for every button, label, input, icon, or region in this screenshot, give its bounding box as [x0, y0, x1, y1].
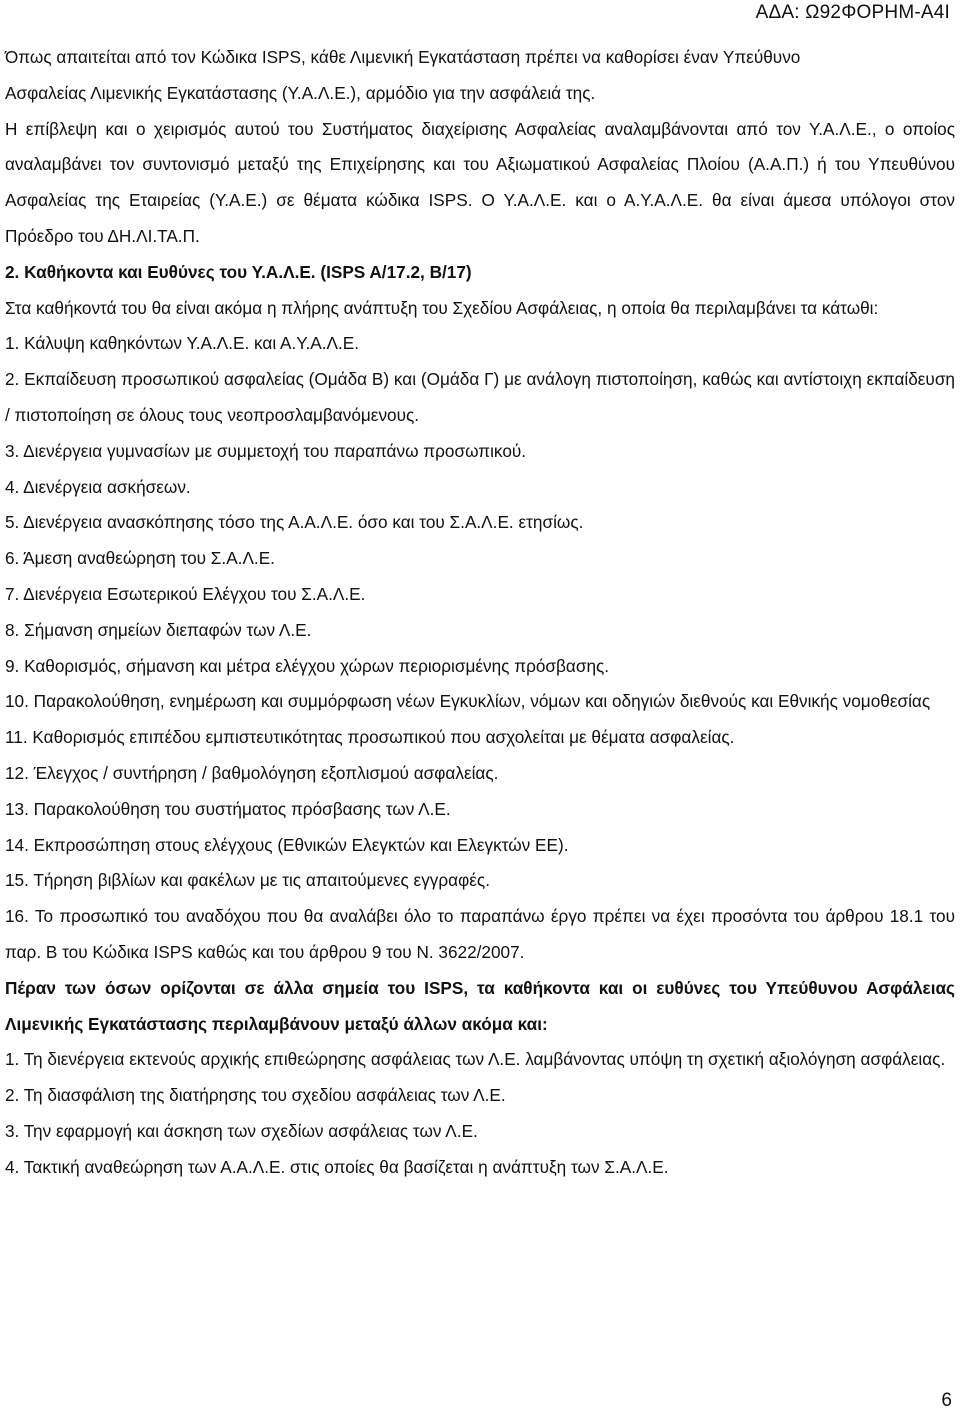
list-item: 4. Διενέργεια ασκήσεων. [5, 476, 191, 497]
list-item: 4. Τακτική αναθεώρηση των Α.Α.Λ.Ε. στις οποίες θα βασίζεται η ανάπτυξη των Σ.Α.Λ.Ε. [5, 1156, 669, 1177]
list-item: 2. Εκπαίδευση προσωπικού ασφαλείας (Ομάδα Β) και (Ομάδα Γ) με ανάλογη πιστοποίηση, καθώς και αντίστοιχη εκπαίδευση / πιστοποίηση σε όλους τους νεοπροσλαμβανόμενους. [5, 369, 955, 425]
list-item: 15. Τήρηση βιβλίων και φακέλων με τις απαιτούμενες εγγραφές. [5, 870, 490, 891]
list-item: 14. Εκπροσώπηση στους ελέγχους (Εθνικών Ελεγκτών και Ελεγκτών ΕΕ). [5, 834, 569, 855]
list-item: 10. Παρακολούθηση, ενημέρωση και συμμόρφωση νέων Εγκυκλίων, νόμων και οδηγιών διεθνούς και Εθνικής νομοθεσίας [5, 691, 931, 712]
page-number: 6 [941, 1390, 952, 1411]
list-item: 1. Κάλυψη καθηκόντων Υ.Α.Λ.Ε. και Α.Υ.Α.Λ.Ε. [5, 333, 359, 354]
section-2-list [5, 326, 955, 970]
list-item: 3. Την εφαρμογή και άσκηση των σχεδίων ασφάλειας των Λ.Ε. [5, 1120, 478, 1141]
list-item: 9. Καθορισμός, σήμανση και μέτρα ελέγχου χώρων περιορισμένης πρόσβασης. [5, 655, 610, 676]
intro-line-2: Ασφαλείας Λιμενικής Εγκατάστασης (Υ.Α.Λ.Ε.), αρμόδιο για την ασφάλειά της. [5, 82, 596, 103]
list-item: 12. Έλεγχος / συντήρηση / βαθμολόγηση εξοπλισμού ασφαλείας. [5, 762, 499, 783]
list-item: 7. Διενέργεια Εσωτερικού Ελέγχου του Σ.Α.Λ.Ε. [5, 583, 366, 604]
list-item: 2. Τη διασφάλιση της διατήρησης του σχεδίου ασφάλειας των Λ.Ε. [5, 1085, 506, 1106]
duties-heading: Πέραν των όσων ορίζονται σε άλλα σημεία του ISPS, τα καθήκοντα και οι ευθύνες του Υπεύθυνου Ασφάλειας Λιμενικής Εγκατάστασης περιλαμβάνουν μεταξύ άλλων ακόμα και: [5, 977, 955, 1034]
document-id: ΑΔΑ: Ω92ΦΟΡΗΜ-Α4Ι [755, 2, 950, 23]
intro-paragraph-2: Η επίβλεψη και ο χειρισμός αυτού του Συστήματος διαχείρισης Ασφαλείας αναλαμβάνονται από τον Υ.Α.Λ.Ε., ο οποίος αναλαμβάνει τον συντονισμό μεταξύ της Επιχείρησης και του Αξιωματικού Ασφαλείας Πλοίου (Α.Α.Π.) ή του Υπευθύνου Ασφαλείας της Εταιρείας (Υ.Α.Ε.) σε θέματα κώδικα ISPS. Ο Υ.Α.Λ.Ε. και ο Α.Υ.Α.Λ.Ε. θα είναι άμεσα υπόλογοι στον Πρόεδρο του ΔΗ.ΛΙ.ΤΑ.Π. [5, 118, 955, 246]
list-item: 3. Διενέργεια γυμνασίων με συμμετοχή του παραπάνω προσωπικού. [5, 440, 527, 461]
section-2-heading: 2. Καθήκοντα και Ευθύνες του Υ.Α.Λ.Ε. (ISPS A/17.2, B/17) [5, 261, 472, 282]
list-item: 16. Το προσωπικό του αναδόχου που θα αναλάβει όλο το παραπάνω έργο πρέπει να έχει προσόντα του άρθρου 18.1 του παρ. Β του Κώδικα ISPS καθώς και του άρθρου 9 του Ν. 3622/2007. [5, 906, 955, 962]
list-item: 6. Άμεση αναθεώρηση του Σ.Α.Λ.Ε. [5, 548, 275, 569]
list-item: 5. Διενέργεια ανασκόπησης τόσο της Α.Α.Λ.Ε. όσο και του Σ.Α.Λ.Ε. ετησίως. [5, 512, 584, 533]
list-item: 1. Τη διενέργεια εκτενούς αρχικής επιθεώρησης ασφάλειας των Λ.Ε. λαμβάνοντας υπόψη τη σχετική αξιολόγηση ασφάλειας. [5, 1049, 946, 1070]
list-item: 11. Καθορισμός επιπέδου εμπιστευτικότητας προσωπικού που ασχολείται με θέματα ασφαλείας. [5, 727, 735, 748]
list-item: 8. Σήμανση σημείων διεπαφών των Λ.Ε. [5, 619, 312, 640]
document-body [5, 40, 955, 1186]
intro-line-1: Όπως απαιτείται από τον Κώδικα ISPS, κάθε Λιμενική Εγκατάσταση πρέπει να καθορίσει έναν Υπεύθυνο [5, 47, 801, 67]
duties-list [5, 1042, 955, 1185]
list-item: 13. Παρακολούθηση του συστήματος πρόσβασης των Λ.Ε. [5, 798, 451, 819]
section-2-intro: Στα καθήκοντά του θα είναι ακόμα η πλήρης ανάπτυξη του Σχεδίου Ασφάλειας, η οποία θα περιλαμβάνει τα κάτωθι: [5, 297, 879, 318]
